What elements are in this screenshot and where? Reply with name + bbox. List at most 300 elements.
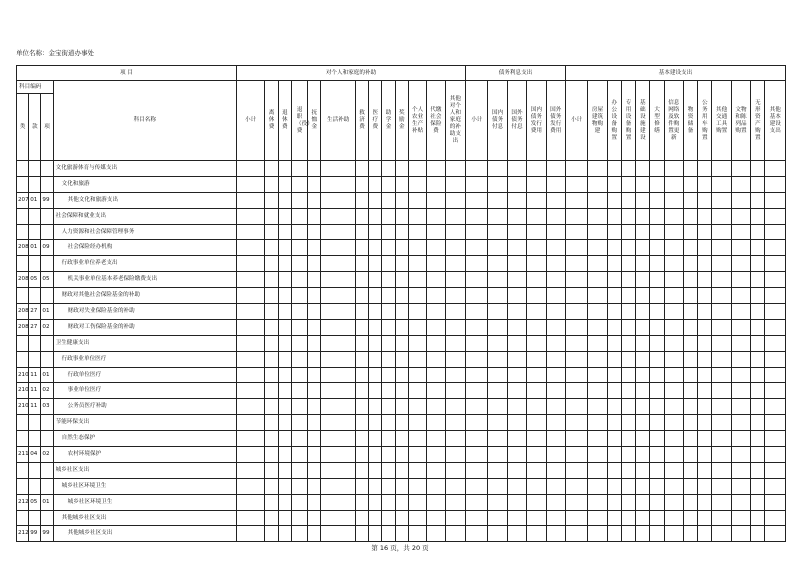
code-kuan: 11 xyxy=(29,399,41,415)
amount-cell xyxy=(546,224,565,240)
amount-cell xyxy=(265,288,278,304)
amount-cell xyxy=(308,304,321,320)
amount-cell xyxy=(712,335,731,351)
subject-name: 财政对其他社会保险基金的补助 xyxy=(53,288,236,304)
amount-cell xyxy=(278,224,291,240)
amount-cell xyxy=(588,335,607,351)
amount-cell xyxy=(731,319,750,335)
debt-col-1 xyxy=(488,81,507,161)
table-row xyxy=(17,462,786,478)
amount-cell xyxy=(731,208,750,224)
amount-cell xyxy=(683,208,697,224)
page-footer: 第 16 页，共 20 页 xyxy=(371,544,429,552)
amount-cell xyxy=(621,399,635,415)
amount-cell xyxy=(408,447,426,463)
amount-cell xyxy=(527,431,546,447)
amount-cell xyxy=(321,351,356,367)
amount-cell xyxy=(408,367,426,383)
amount-cell xyxy=(369,367,382,383)
subject-name: 社会保障和就业支出 xyxy=(53,208,236,224)
amount-cell xyxy=(751,161,765,177)
amount-cell xyxy=(308,447,321,463)
amount-cell xyxy=(265,256,278,272)
amount-cell xyxy=(664,510,683,526)
amount-cell xyxy=(765,256,786,272)
amount-cell xyxy=(308,256,321,272)
amount-cell xyxy=(265,224,278,240)
amount-cell xyxy=(427,208,445,224)
amount-cell xyxy=(291,431,307,447)
amount-cell xyxy=(698,192,712,208)
amount-cell xyxy=(751,256,765,272)
amount-cell xyxy=(621,510,635,526)
table-row xyxy=(17,431,786,447)
amount-cell xyxy=(527,526,546,542)
amount-cell xyxy=(466,462,488,478)
amount-cell xyxy=(527,176,546,192)
code-kuan: 11 xyxy=(29,383,41,399)
amount-cell xyxy=(636,351,650,367)
table-row xyxy=(17,399,786,415)
code-lei xyxy=(17,256,29,272)
amount-cell xyxy=(488,161,507,177)
amount-cell xyxy=(466,447,488,463)
subject-name: 文化和旅游 xyxy=(53,176,236,192)
amount-cell xyxy=(650,415,664,431)
amount-cell xyxy=(369,192,382,208)
code-lei xyxy=(17,288,29,304)
code-xiang xyxy=(41,415,53,431)
amount-cell xyxy=(507,510,526,526)
amount-cell xyxy=(607,462,621,478)
amount-cell xyxy=(236,161,265,177)
amount-cell xyxy=(321,526,356,542)
amount-cell xyxy=(712,224,731,240)
amount-cell xyxy=(751,335,765,351)
subject-name: 行政事业单位养老支出 xyxy=(53,256,236,272)
amount-cell xyxy=(236,288,265,304)
unit-name-label: 单位名称：金宝街道办事处 xyxy=(16,49,94,57)
amount-cell xyxy=(664,447,683,463)
code-xiang xyxy=(41,510,53,526)
table-row xyxy=(17,161,786,177)
amount-cell xyxy=(607,335,621,351)
amount-cell xyxy=(650,335,664,351)
amount-cell xyxy=(395,240,408,256)
amount-cell xyxy=(751,399,765,415)
amount-cell xyxy=(546,431,565,447)
amount-cell xyxy=(527,478,546,494)
amount-cell xyxy=(321,240,356,256)
code-xiang xyxy=(41,431,53,447)
amount-cell xyxy=(712,478,731,494)
amount-cell xyxy=(445,208,466,224)
amount-cell xyxy=(507,367,526,383)
amount-cell xyxy=(546,383,565,399)
amount-cell xyxy=(698,161,712,177)
amount-cell xyxy=(588,304,607,320)
amount-cell xyxy=(507,494,526,510)
amount-cell xyxy=(445,494,466,510)
header-personal-group: 对个人和家庭的补助 xyxy=(236,66,465,81)
amount-cell xyxy=(395,224,408,240)
code-lei: 207 xyxy=(17,192,29,208)
amount-cell xyxy=(356,494,369,510)
subject-name: 其他文化和旅游支出 xyxy=(53,192,236,208)
amount-cell xyxy=(765,240,786,256)
amount-cell xyxy=(607,272,621,288)
amount-cell xyxy=(466,319,488,335)
amount-cell xyxy=(488,447,507,463)
amount-cell xyxy=(445,431,466,447)
amount-cell xyxy=(636,319,650,335)
amount-cell xyxy=(588,399,607,415)
amount-cell xyxy=(308,335,321,351)
amount-cell xyxy=(236,478,265,494)
personal-col-0: 小计 xyxy=(236,81,265,161)
capital-col-7 xyxy=(683,81,697,161)
amount-cell xyxy=(636,304,650,320)
code-lei xyxy=(17,351,29,367)
code-kuan: 01 xyxy=(29,192,41,208)
amount-cell xyxy=(765,208,786,224)
amount-cell xyxy=(664,367,683,383)
amount-cell xyxy=(278,367,291,383)
amount-cell xyxy=(369,526,382,542)
amount-cell xyxy=(265,192,278,208)
amount-cell xyxy=(321,192,356,208)
amount-cell xyxy=(712,240,731,256)
amount-cell xyxy=(621,415,635,431)
amount-cell xyxy=(427,415,445,431)
amount-cell xyxy=(466,478,488,494)
amount-cell xyxy=(466,351,488,367)
amount-cell xyxy=(546,208,565,224)
amount-cell xyxy=(291,478,307,494)
amount-cell xyxy=(588,478,607,494)
code-xiang xyxy=(41,176,53,192)
amount-cell xyxy=(278,415,291,431)
subject-name: 城乡社区环境卫生 xyxy=(53,494,236,510)
amount-cell xyxy=(265,304,278,320)
personal-col-4-text: 抚恤金 xyxy=(311,110,318,130)
amount-cell xyxy=(382,415,395,431)
amount-cell xyxy=(731,335,750,351)
amount-cell xyxy=(664,208,683,224)
amount-cell xyxy=(765,176,786,192)
amount-cell xyxy=(636,161,650,177)
amount-cell xyxy=(265,335,278,351)
amount-cell xyxy=(236,526,265,542)
amount-cell xyxy=(607,367,621,383)
amount-cell xyxy=(751,192,765,208)
amount-cell xyxy=(712,176,731,192)
amount-cell xyxy=(308,383,321,399)
capital-col-1 xyxy=(588,81,607,161)
amount-cell xyxy=(308,351,321,367)
amount-cell xyxy=(546,319,565,335)
amount-cell xyxy=(565,161,587,177)
personal-col-3-text: 退职（役）费 xyxy=(296,106,313,134)
capital-col-4-text: 基础设施建设 xyxy=(639,99,646,141)
amount-cell xyxy=(408,304,426,320)
amount-cell xyxy=(466,224,488,240)
amount-cell xyxy=(382,288,395,304)
amount-cell xyxy=(588,192,607,208)
amount-cell xyxy=(546,415,565,431)
amount-cell xyxy=(395,351,408,367)
capital-col-6-text: 信息网络及软件购置更新 xyxy=(668,99,680,141)
amount-cell xyxy=(527,462,546,478)
amount-cell xyxy=(369,383,382,399)
amount-cell xyxy=(356,161,369,177)
amount-cell xyxy=(427,351,445,367)
amount-cell xyxy=(278,335,291,351)
amount-cell xyxy=(751,288,765,304)
amount-cell xyxy=(565,256,587,272)
amount-cell xyxy=(382,161,395,177)
amount-cell xyxy=(698,494,712,510)
amount-cell xyxy=(698,319,712,335)
amount-cell xyxy=(650,431,664,447)
amount-cell xyxy=(751,304,765,320)
amount-cell xyxy=(507,351,526,367)
amount-cell xyxy=(466,335,488,351)
amount-cell xyxy=(588,240,607,256)
amount-cell xyxy=(445,526,466,542)
amount-cell xyxy=(356,288,369,304)
amount-cell xyxy=(382,510,395,526)
amount-cell xyxy=(712,462,731,478)
amount-cell xyxy=(308,510,321,526)
amount-cell xyxy=(765,288,786,304)
capital-col-6 xyxy=(664,81,683,161)
amount-cell xyxy=(565,367,587,383)
amount-cell xyxy=(321,304,356,320)
amount-cell xyxy=(408,431,426,447)
amount-cell xyxy=(291,240,307,256)
code-kuan xyxy=(29,351,41,367)
amount-cell xyxy=(765,462,786,478)
amount-cell xyxy=(636,478,650,494)
subject-name: 其他城乡社区支出 xyxy=(53,526,236,542)
amount-cell xyxy=(308,319,321,335)
table-row xyxy=(17,272,786,288)
amount-cell xyxy=(445,192,466,208)
amount-cell xyxy=(369,447,382,463)
amount-cell xyxy=(712,399,731,415)
amount-cell xyxy=(731,415,750,431)
amount-cell xyxy=(382,462,395,478)
code-xiang: 01 xyxy=(41,304,53,320)
code-kuan: 99 xyxy=(29,526,41,542)
amount-cell xyxy=(650,161,664,177)
amount-cell xyxy=(636,383,650,399)
amount-cell xyxy=(765,383,786,399)
amount-cell xyxy=(636,208,650,224)
amount-cell xyxy=(507,478,526,494)
amount-cell xyxy=(395,176,408,192)
amount-cell xyxy=(369,304,382,320)
amount-cell xyxy=(683,161,697,177)
amount-cell xyxy=(636,192,650,208)
amount-cell xyxy=(751,351,765,367)
capital-col-2 xyxy=(607,81,621,161)
amount-cell xyxy=(607,192,621,208)
amount-cell xyxy=(731,478,750,494)
amount-cell xyxy=(427,288,445,304)
amount-cell xyxy=(731,510,750,526)
amount-cell xyxy=(265,399,278,415)
amount-cell xyxy=(698,304,712,320)
amount-cell xyxy=(588,383,607,399)
code-lei xyxy=(17,161,29,177)
amount-cell xyxy=(731,494,750,510)
amount-cell xyxy=(395,383,408,399)
amount-cell xyxy=(395,208,408,224)
amount-cell xyxy=(236,192,265,208)
amount-cell xyxy=(731,367,750,383)
amount-cell xyxy=(636,272,650,288)
subject-name: 其他城乡社区支出 xyxy=(53,510,236,526)
amount-cell xyxy=(664,351,683,367)
personal-col-9 xyxy=(395,81,408,161)
personal-col-10-text: 个人农业生产补贴 xyxy=(411,106,424,134)
amount-cell xyxy=(607,494,621,510)
amount-cell xyxy=(607,208,621,224)
amount-cell xyxy=(636,462,650,478)
header-code-group: 科目编码 xyxy=(17,81,54,94)
amount-cell xyxy=(712,431,731,447)
amount-cell xyxy=(278,494,291,510)
amount-cell xyxy=(408,383,426,399)
amount-cell xyxy=(278,288,291,304)
amount-cell xyxy=(427,319,445,335)
amount-cell xyxy=(650,240,664,256)
amount-cell xyxy=(408,335,426,351)
amount-cell xyxy=(356,447,369,463)
amount-cell xyxy=(308,224,321,240)
amount-cell xyxy=(466,431,488,447)
amount-cell xyxy=(356,431,369,447)
amount-cell xyxy=(369,431,382,447)
amount-cell xyxy=(395,304,408,320)
code-xiang xyxy=(41,351,53,367)
amount-cell xyxy=(236,240,265,256)
amount-cell xyxy=(308,399,321,415)
amount-cell xyxy=(445,447,466,463)
header-code-kuan: 款 xyxy=(29,94,41,161)
amount-cell xyxy=(466,494,488,510)
amount-cell xyxy=(369,272,382,288)
amount-cell xyxy=(683,304,697,320)
capital-col-3 xyxy=(621,81,635,161)
code-xiang: 99 xyxy=(41,526,53,542)
amount-cell xyxy=(588,161,607,177)
amount-cell xyxy=(664,383,683,399)
amount-cell xyxy=(607,304,621,320)
amount-cell xyxy=(698,462,712,478)
code-lei xyxy=(17,415,29,431)
amount-cell xyxy=(466,304,488,320)
amount-cell xyxy=(664,304,683,320)
amount-cell xyxy=(236,415,265,431)
amount-cell xyxy=(445,399,466,415)
amount-cell xyxy=(683,462,697,478)
amount-cell xyxy=(382,383,395,399)
amount-cell xyxy=(308,415,321,431)
table-row xyxy=(17,510,786,526)
amount-cell xyxy=(527,335,546,351)
amount-cell xyxy=(507,383,526,399)
amount-cell xyxy=(683,526,697,542)
amount-cell xyxy=(698,351,712,367)
amount-cell xyxy=(664,288,683,304)
code-xiang xyxy=(41,208,53,224)
amount-cell xyxy=(683,192,697,208)
amount-cell xyxy=(427,399,445,415)
amount-cell xyxy=(445,256,466,272)
amount-cell xyxy=(408,288,426,304)
amount-cell xyxy=(369,240,382,256)
amount-cell xyxy=(395,335,408,351)
amount-cell xyxy=(751,494,765,510)
amount-cell xyxy=(466,399,488,415)
code-lei: 210 xyxy=(17,383,29,399)
amount-cell xyxy=(546,304,565,320)
amount-cell xyxy=(546,367,565,383)
subject-name: 城乡社区环境卫生 xyxy=(53,478,236,494)
amount-cell xyxy=(565,383,587,399)
amount-cell xyxy=(698,288,712,304)
amount-cell xyxy=(395,415,408,431)
amount-cell xyxy=(664,415,683,431)
amount-cell xyxy=(664,399,683,415)
amount-cell xyxy=(291,288,307,304)
amount-cell xyxy=(369,478,382,494)
amount-cell xyxy=(466,240,488,256)
amount-cell xyxy=(698,383,712,399)
amount-cell xyxy=(395,510,408,526)
amount-cell xyxy=(308,208,321,224)
amount-cell xyxy=(765,431,786,447)
amount-cell xyxy=(621,256,635,272)
code-kuan xyxy=(29,415,41,431)
amount-cell xyxy=(265,161,278,177)
amount-cell xyxy=(488,494,507,510)
amount-cell xyxy=(427,240,445,256)
debt-col-3-text: 国内债务发行费用 xyxy=(530,106,542,134)
table-row xyxy=(17,288,786,304)
amount-cell xyxy=(664,319,683,335)
amount-cell xyxy=(321,176,356,192)
amount-cell xyxy=(751,208,765,224)
amount-cell xyxy=(236,462,265,478)
amount-cell xyxy=(636,447,650,463)
table-row xyxy=(17,478,786,494)
amount-cell xyxy=(382,478,395,494)
amount-cell xyxy=(427,272,445,288)
amount-cell xyxy=(308,367,321,383)
amount-cell xyxy=(621,494,635,510)
amount-cell xyxy=(565,526,587,542)
amount-cell xyxy=(698,208,712,224)
amount-cell xyxy=(546,335,565,351)
personal-col-12 xyxy=(445,81,466,161)
amount-cell xyxy=(527,208,546,224)
amount-cell xyxy=(356,478,369,494)
personal-col-8-text: 助学金 xyxy=(385,110,392,130)
